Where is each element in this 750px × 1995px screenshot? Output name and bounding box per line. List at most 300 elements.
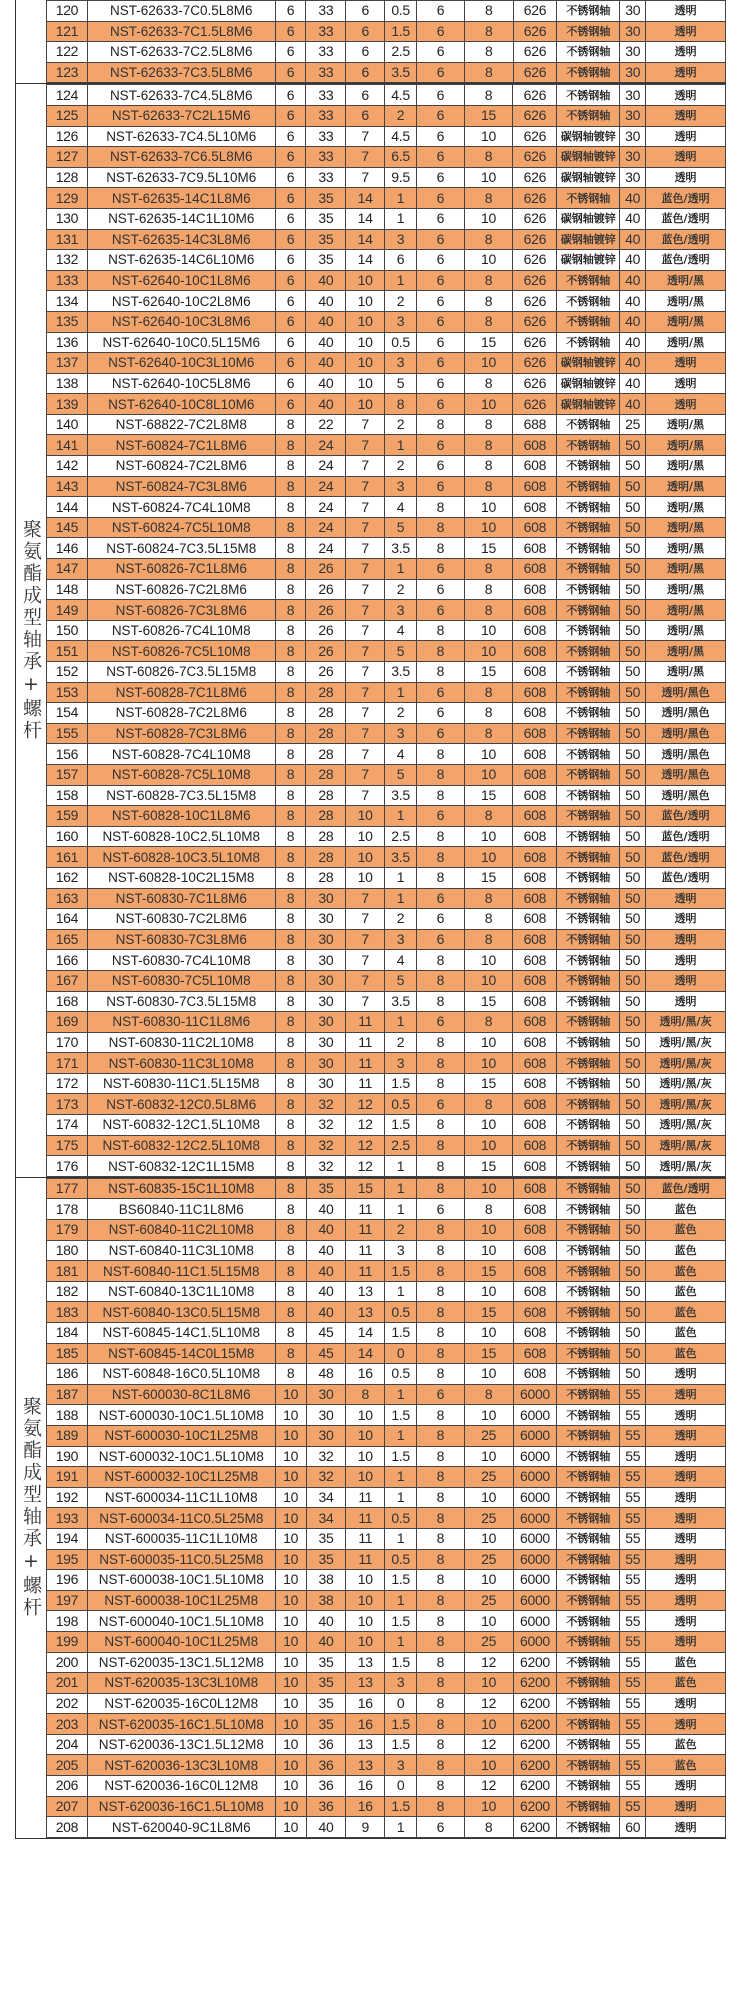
table-row — [47, 929, 726, 950]
hardness-cell: 50 — [620, 662, 646, 683]
row-number-cell: 148 — [47, 579, 88, 600]
color-cell: 透明 — [646, 1776, 726, 1797]
model-number-cell: NST-620036-16C0L12M8 — [87, 1776, 275, 1797]
hardness-cell: 50 — [620, 435, 646, 456]
hardness-cell: 55 — [620, 1590, 646, 1611]
inner-diameter-cell: 6 — [275, 188, 306, 209]
hardness-cell: 50 — [620, 1053, 646, 1074]
shaft-material-cell: 不锈钢轴 — [557, 723, 620, 744]
inner-diameter-cell: 8 — [275, 559, 306, 580]
row-number-cell: 184 — [47, 1323, 88, 1344]
shaft-material-cell: 不锈钢轴 — [557, 291, 620, 312]
hardness-cell: 40 — [620, 188, 646, 209]
shaft-material-cell: 不锈钢轴 — [557, 662, 620, 683]
thread-size-cell: 8 — [417, 1755, 465, 1776]
row-number-cell: 132 — [47, 250, 88, 271]
inner-diameter-cell: 8 — [275, 435, 306, 456]
row-number-cell: 156 — [47, 744, 88, 765]
hardness-cell: 50 — [620, 1073, 646, 1094]
shaft-material-cell: 不锈钢轴 — [557, 311, 620, 332]
model-number-cell: NST-60828-7C3L8M6 — [87, 723, 275, 744]
table-row — [47, 291, 726, 312]
color-cell: 蓝色/透明 — [646, 806, 726, 827]
offset-cell: 2 — [385, 703, 417, 724]
row-number-cell: 175 — [47, 1135, 88, 1156]
thread-size-cell: 8 — [417, 1570, 465, 1591]
bearing-type-cell: 608 — [513, 764, 557, 785]
offset-cell: 5 — [385, 517, 417, 538]
inner-diameter-cell: 6 — [275, 229, 306, 250]
thread-size-cell: 8 — [416, 764, 464, 785]
thread-size-cell: 8 — [416, 826, 464, 847]
width-cell: 7 — [346, 435, 385, 456]
offset-cell: 4 — [385, 620, 417, 641]
hardness-cell: 50 — [620, 764, 646, 785]
inner-diameter-cell: 8 — [275, 1115, 306, 1136]
width-cell: 10 — [346, 867, 385, 888]
hardness-cell: 50 — [620, 1302, 646, 1323]
thread-size-cell: 6 — [416, 291, 464, 312]
bearing-type-cell: 6000 — [513, 1425, 557, 1446]
outer-diameter-cell: 28 — [306, 682, 346, 703]
offset-cell: 3.5 — [385, 662, 417, 683]
screw-length-cell: 8 — [464, 42, 513, 63]
inner-diameter-cell: 6 — [275, 1, 306, 22]
inner-diameter-cell: 10 — [275, 1693, 306, 1714]
product-spec-table — [15, 0, 726, 1839]
outer-diameter-cell: 35 — [306, 1714, 346, 1735]
screw-length-cell: 8 — [464, 456, 513, 477]
inner-diameter-cell: 10 — [275, 1714, 306, 1735]
shaft-material-cell: 不锈钢轴 — [557, 1693, 620, 1714]
shaft-material-cell: 不锈钢轴 — [557, 1508, 620, 1529]
outer-diameter-cell: 35 — [306, 250, 346, 271]
outer-diameter-cell: 45 — [306, 1343, 346, 1364]
shaft-material-cell: 不锈钢轴 — [557, 105, 620, 126]
hardness-cell: 55 — [620, 1631, 646, 1652]
hardness-cell: 50 — [620, 785, 646, 806]
bearing-type-cell: 608 — [513, 847, 557, 868]
offset-cell: 1 — [385, 1487, 417, 1508]
bearing-type-cell: 608 — [513, 517, 557, 538]
hardness-cell: 40 — [620, 229, 646, 250]
screw-length-cell: 10 — [464, 208, 513, 229]
thread-size-cell: 6 — [416, 476, 464, 497]
shaft-material-cell: 不锈钢轴 — [557, 1631, 620, 1652]
offset-cell: 0 — [385, 1776, 417, 1797]
color-cell: 透明/黑 — [646, 311, 726, 332]
shaft-material-cell: 不锈钢轴 — [557, 1364, 620, 1385]
thread-size-cell: 8 — [416, 847, 464, 868]
category-label: 聚氨酯成型轴承+螺杆 — [20, 519, 42, 743]
shaft-material-cell: 不锈钢轴 — [557, 764, 620, 785]
inner-diameter-cell: 8 — [275, 703, 306, 724]
color-cell: 透明 — [646, 1528, 726, 1549]
screw-length-cell: 10 — [464, 847, 513, 868]
bearing-type-cell: 626 — [513, 373, 557, 394]
table-row — [47, 579, 726, 600]
color-cell: 透明 — [646, 909, 726, 930]
outer-diameter-cell: 40 — [306, 1302, 346, 1323]
table-row — [47, 373, 726, 394]
offset-cell: 1.5 — [385, 1446, 417, 1467]
row-number-cell: 207 — [47, 1796, 88, 1817]
table-row — [47, 970, 726, 991]
model-number-cell: NST-620035-13C1.5L12M8 — [87, 1652, 275, 1673]
screw-length-cell: 25 — [464, 1549, 513, 1570]
outer-diameter-cell: 28 — [306, 723, 346, 744]
inner-diameter-cell: 8 — [275, 970, 306, 991]
offset-cell: 2 — [385, 1220, 417, 1241]
offset-cell: 0.5 — [385, 1549, 417, 1570]
width-cell: 7 — [346, 641, 385, 662]
table-row — [47, 208, 726, 229]
hardness-cell: 30 — [620, 1, 646, 22]
table-row — [47, 311, 726, 332]
color-cell: 透明 — [646, 105, 726, 126]
table-row — [47, 229, 726, 250]
hardness-cell: 55 — [620, 1734, 646, 1755]
hardness-cell: 30 — [620, 167, 646, 188]
shaft-material-cell: 不锈钢轴 — [557, 1405, 620, 1426]
width-cell: 13 — [346, 1755, 385, 1776]
table-row — [47, 62, 726, 83]
screw-length-cell: 8 — [464, 929, 513, 950]
hardness-cell: 30 — [620, 21, 646, 42]
outer-diameter-cell: 30 — [306, 888, 346, 909]
thread-size-cell: 8 — [416, 991, 464, 1012]
color-cell: 透明 — [646, 373, 726, 394]
shaft-material-cell: 不锈钢轴 — [557, 579, 620, 600]
screw-length-cell: 10 — [464, 1032, 513, 1053]
color-cell: 透明/黑色 — [646, 764, 726, 785]
color-cell: 透明/黑 — [646, 476, 726, 497]
row-number-cell: 140 — [47, 414, 88, 435]
table-row — [47, 1323, 726, 1344]
category-cell — [16, 0, 46, 83]
model-number-cell: NST-60824-7C5L10M8 — [87, 517, 275, 538]
inner-diameter-cell: 8 — [275, 1199, 306, 1220]
outer-diameter-cell: 32 — [306, 1156, 346, 1177]
shaft-material-cell: 不锈钢轴 — [557, 1714, 620, 1735]
inner-diameter-cell: 6 — [275, 250, 306, 271]
row-number-cell: 170 — [47, 1032, 88, 1053]
model-number-cell: NST-60840-11C3L10M8 — [87, 1240, 275, 1261]
width-cell: 10 — [346, 1446, 385, 1467]
width-cell: 10 — [346, 1425, 385, 1446]
offset-cell: 0 — [385, 1693, 417, 1714]
table-row — [47, 1796, 726, 1817]
width-cell: 6 — [346, 1, 385, 22]
shaft-material-cell: 碳钢轴镀锌 — [557, 229, 620, 250]
inner-diameter-cell: 10 — [275, 1446, 306, 1467]
offset-cell: 1 — [385, 1178, 417, 1199]
hardness-cell: 50 — [620, 929, 646, 950]
hardness-cell: 50 — [620, 1323, 646, 1344]
offset-cell: 3 — [385, 1053, 417, 1074]
outer-diameter-cell: 28 — [306, 867, 346, 888]
bearing-type-cell: 6000 — [513, 1508, 557, 1529]
screw-length-cell: 8 — [464, 1384, 513, 1405]
outer-diameter-cell: 35 — [306, 1178, 346, 1199]
offset-cell: 3 — [385, 929, 417, 950]
outer-diameter-cell: 35 — [306, 208, 346, 229]
width-cell: 12 — [346, 1094, 385, 1115]
width-cell: 10 — [346, 847, 385, 868]
shaft-material-cell: 不锈钢轴 — [557, 888, 620, 909]
width-cell: 13 — [346, 1302, 385, 1323]
thread-size-cell: 8 — [417, 1261, 465, 1282]
screw-length-cell: 10 — [464, 1053, 513, 1074]
screw-length-cell: 25 — [464, 1590, 513, 1611]
inner-diameter-cell: 10 — [275, 1528, 306, 1549]
model-number-cell: NST-60832-12C2.5L10M8 — [87, 1135, 275, 1156]
row-number-cell: 125 — [47, 105, 88, 126]
color-cell: 蓝色 — [646, 1281, 726, 1302]
screw-length-cell: 10 — [464, 1323, 513, 1344]
inner-diameter-cell: 8 — [275, 888, 306, 909]
thread-size-cell: 6 — [416, 435, 464, 456]
table-row — [47, 1487, 726, 1508]
outer-diameter-cell: 38 — [306, 1590, 346, 1611]
screw-length-cell: 8 — [464, 888, 513, 909]
color-cell: 蓝色 — [646, 1261, 726, 1282]
row-number-cell: 188 — [47, 1405, 88, 1426]
model-number-cell: NST-600032-10C1L25M8 — [87, 1467, 275, 1488]
inner-diameter-cell: 10 — [275, 1652, 306, 1673]
color-cell: 透明/黑/灰 — [646, 1012, 726, 1033]
shaft-material-cell: 不锈钢轴 — [557, 435, 620, 456]
screw-length-cell: 10 — [464, 126, 513, 147]
model-number-cell: BS60840-11C1L8M6 — [87, 1199, 275, 1220]
offset-cell: 5 — [385, 970, 417, 991]
shaft-material-cell: 不锈钢轴 — [557, 188, 620, 209]
outer-diameter-cell: 33 — [306, 21, 346, 42]
color-cell: 透明 — [646, 1487, 726, 1508]
model-number-cell: NST-60832-12C1L15M8 — [87, 1156, 275, 1177]
width-cell: 7 — [346, 147, 385, 168]
hardness-cell: 30 — [620, 42, 646, 63]
model-number-cell: NST-600034-11C0.5L25M8 — [87, 1508, 275, 1529]
offset-cell: 4 — [385, 950, 417, 971]
outer-diameter-cell: 24 — [306, 435, 346, 456]
model-number-cell: NST-60824-7C1L8M6 — [87, 435, 275, 456]
screw-length-cell: 15 — [464, 867, 513, 888]
color-cell: 透明 — [646, 1631, 726, 1652]
bearing-type-cell: 608 — [513, 559, 557, 580]
offset-cell: 4.5 — [385, 85, 417, 106]
shaft-material-cell: 不锈钢轴 — [557, 703, 620, 724]
bearing-type-cell: 608 — [513, 435, 557, 456]
thread-size-cell: 8 — [417, 1467, 465, 1488]
model-number-cell: NST-600035-11C1L10M8 — [87, 1528, 275, 1549]
outer-diameter-cell: 40 — [306, 394, 346, 415]
color-cell: 蓝色 — [646, 1302, 726, 1323]
shaft-material-cell: 不锈钢轴 — [557, 414, 620, 435]
model-number-cell: NST-62640-10C8L10M6 — [87, 394, 275, 415]
thread-size-cell: 6 — [416, 332, 464, 353]
color-cell: 蓝色/透明 — [646, 867, 726, 888]
row-number-cell: 130 — [47, 208, 88, 229]
screw-length-cell: 8 — [464, 1094, 513, 1115]
row-number-cell: 203 — [47, 1714, 88, 1735]
table-row — [47, 85, 726, 106]
inner-diameter-cell: 10 — [275, 1673, 306, 1694]
bearing-type-cell: 626 — [513, 270, 557, 291]
color-cell: 蓝色 — [646, 1734, 726, 1755]
model-number-cell: NST-62635-14C6L10M6 — [87, 250, 275, 271]
offset-cell: 3 — [385, 311, 417, 332]
color-cell: 透明 — [646, 42, 726, 63]
model-number-cell: NST-60828-7C4L10M8 — [87, 744, 275, 765]
bearing-type-cell: 6000 — [513, 1487, 557, 1508]
thread-size-cell: 8 — [417, 1508, 465, 1529]
hardness-cell: 50 — [620, 1094, 646, 1115]
row-number-cell: 185 — [47, 1343, 88, 1364]
shaft-material-cell: 不锈钢轴 — [557, 1199, 620, 1220]
table-row — [47, 559, 726, 580]
hardness-cell: 50 — [620, 991, 646, 1012]
width-cell: 7 — [346, 703, 385, 724]
inner-diameter-cell: 8 — [275, 1135, 306, 1156]
color-cell: 透明 — [646, 1817, 726, 1838]
bearing-type-cell: 6200 — [513, 1776, 557, 1797]
offset-cell: 1 — [385, 1631, 417, 1652]
table-row — [47, 1734, 726, 1755]
shaft-material-cell: 碳钢轴镀锌 — [557, 250, 620, 271]
outer-diameter-cell: 40 — [306, 1261, 346, 1282]
row-number-cell: 161 — [47, 847, 88, 868]
screw-length-cell: 8 — [464, 229, 513, 250]
row-number-cell: 122 — [47, 42, 88, 63]
outer-diameter-cell: 32 — [306, 1115, 346, 1136]
width-cell: 7 — [346, 888, 385, 909]
color-cell: 透明 — [646, 991, 726, 1012]
screw-length-cell: 10 — [464, 1796, 513, 1817]
bearing-type-cell: 6000 — [513, 1611, 557, 1632]
bearing-type-cell: 6200 — [513, 1714, 557, 1735]
shaft-material-cell: 不锈钢轴 — [557, 1261, 620, 1282]
bearing-type-cell: 6200 — [513, 1755, 557, 1776]
color-cell: 透明/黑色 — [646, 785, 726, 806]
offset-cell: 2 — [385, 105, 417, 126]
shaft-material-cell: 不锈钢轴 — [557, 929, 620, 950]
outer-diameter-cell: 32 — [306, 1094, 346, 1115]
shaft-material-cell: 不锈钢轴 — [557, 1487, 620, 1508]
offset-cell: 2 — [385, 456, 417, 477]
width-cell: 7 — [346, 476, 385, 497]
inner-diameter-cell: 6 — [275, 42, 306, 63]
screw-length-cell: 10 — [464, 970, 513, 991]
color-cell: 透明/黑 — [646, 538, 726, 559]
outer-diameter-cell: 28 — [306, 847, 346, 868]
color-cell: 透明/黑色 — [646, 723, 726, 744]
bearing-type-cell: 688 — [513, 414, 557, 435]
screw-length-cell: 10 — [464, 1611, 513, 1632]
outer-diameter-cell: 30 — [306, 1032, 346, 1053]
bearing-type-cell: 626 — [513, 1, 557, 22]
inner-diameter-cell: 6 — [275, 21, 306, 42]
bearing-type-cell: 6200 — [513, 1734, 557, 1755]
inner-diameter-cell: 8 — [275, 1073, 306, 1094]
screw-length-cell: 10 — [464, 1240, 513, 1261]
width-cell: 12 — [346, 1115, 385, 1136]
screw-length-cell: 8 — [464, 579, 513, 600]
offset-cell: 1.5 — [385, 1261, 417, 1282]
model-number-cell: NST-60824-7C4L10M8 — [87, 497, 275, 518]
shaft-material-cell: 不锈钢轴 — [557, 42, 620, 63]
bearing-type-cell: 608 — [513, 1178, 557, 1199]
thread-size-cell: 8 — [417, 1590, 465, 1611]
shaft-material-cell: 不锈钢轴 — [557, 1302, 620, 1323]
shaft-material-cell: 碳钢轴镀锌 — [557, 353, 620, 374]
bearing-type-cell: 608 — [513, 1343, 557, 1364]
outer-diameter-cell: 33 — [306, 147, 346, 168]
thread-size-cell: 6 — [417, 1384, 465, 1405]
outer-diameter-cell: 30 — [306, 909, 346, 930]
row-number-cell: 164 — [47, 909, 88, 930]
width-cell: 6 — [346, 62, 385, 83]
bearing-type-cell: 608 — [513, 620, 557, 641]
offset-cell: 2 — [385, 414, 417, 435]
shaft-material-cell: 不锈钢轴 — [557, 641, 620, 662]
table-row — [47, 1570, 726, 1591]
color-cell: 透明/黑 — [646, 435, 726, 456]
color-cell: 透明 — [646, 353, 726, 374]
outer-diameter-cell: 35 — [306, 1549, 346, 1570]
outer-diameter-cell: 35 — [306, 1528, 346, 1549]
shaft-material-cell: 不锈钢轴 — [557, 21, 620, 42]
hardness-cell: 30 — [620, 85, 646, 106]
width-cell: 11 — [346, 1073, 385, 1094]
model-number-cell: NST-600040-10C1L25M8 — [87, 1631, 275, 1652]
inner-diameter-cell: 8 — [275, 1053, 306, 1074]
inner-diameter-cell: 8 — [275, 579, 306, 600]
color-cell: 透明 — [646, 1425, 726, 1446]
spec-table — [46, 0, 726, 83]
thread-size-cell: 8 — [416, 641, 464, 662]
row-number-cell: 204 — [47, 1734, 88, 1755]
row-number-cell: 146 — [47, 538, 88, 559]
offset-cell: 6.5 — [385, 147, 417, 168]
model-number-cell: NST-60830-11C1.5L15M8 — [87, 1073, 275, 1094]
outer-diameter-cell: 30 — [306, 950, 346, 971]
width-cell: 10 — [346, 1590, 385, 1611]
offset-cell: 3.5 — [385, 538, 417, 559]
screw-length-cell: 8 — [464, 703, 513, 724]
hardness-cell: 50 — [620, 1343, 646, 1364]
color-cell: 蓝色/透明 — [646, 188, 726, 209]
table-row — [47, 1714, 726, 1735]
model-number-cell: NST-600030-8C1L8M6 — [87, 1384, 275, 1405]
inner-diameter-cell: 6 — [275, 353, 306, 374]
width-cell: 7 — [346, 950, 385, 971]
table-section — [15, 0, 726, 84]
thread-size-cell: 8 — [417, 1487, 465, 1508]
table-row — [47, 1343, 726, 1364]
color-cell: 透明 — [646, 1693, 726, 1714]
width-cell: 7 — [346, 929, 385, 950]
screw-length-cell: 10 — [464, 1673, 513, 1694]
hardness-cell: 50 — [620, 1178, 646, 1199]
shaft-material-cell: 不锈钢轴 — [557, 456, 620, 477]
outer-diameter-cell: 40 — [306, 1199, 346, 1220]
hardness-cell: 55 — [620, 1384, 646, 1405]
bearing-type-cell: 608 — [513, 909, 557, 930]
screw-length-cell: 8 — [464, 600, 513, 621]
width-cell: 11 — [346, 1528, 385, 1549]
thread-size-cell: 6 — [416, 806, 464, 827]
